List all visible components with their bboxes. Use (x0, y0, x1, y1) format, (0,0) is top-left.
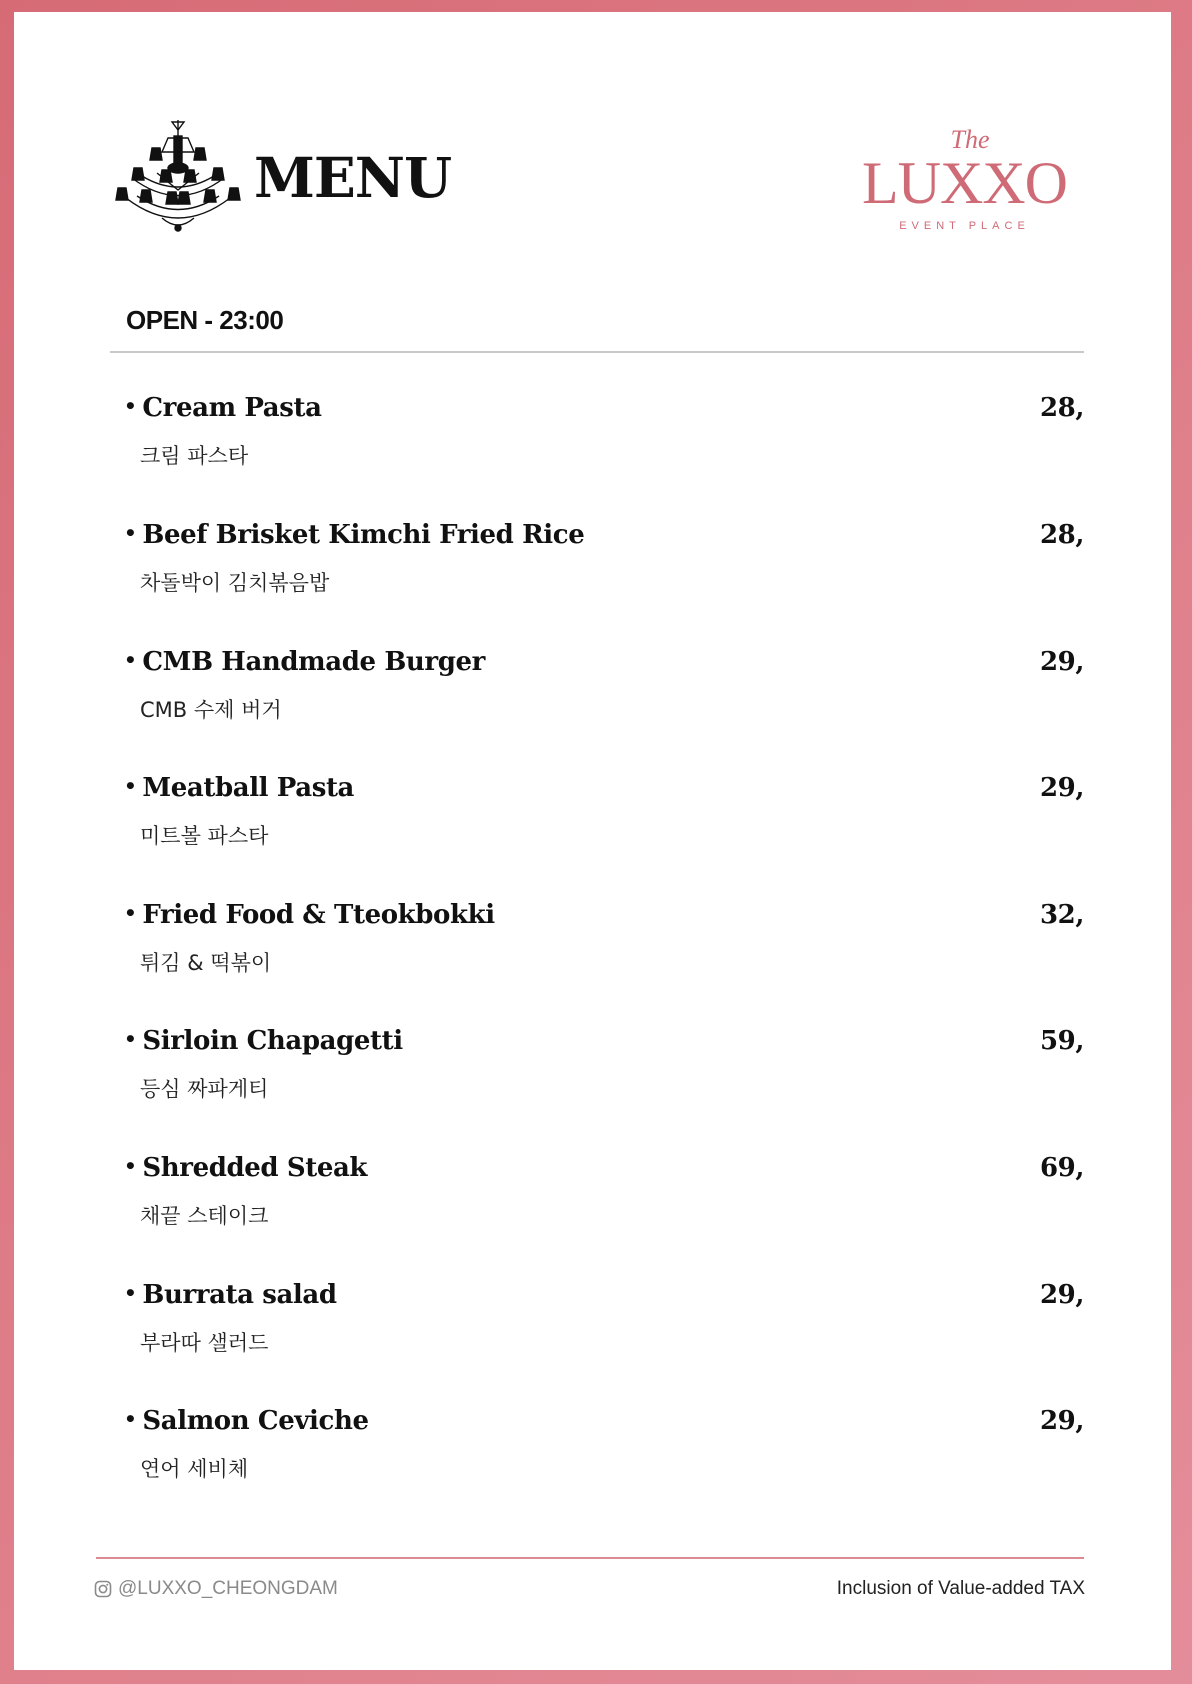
opening-hours: OPEN - 23:00 (126, 305, 284, 335)
page-title: MENU (254, 145, 452, 210)
menu-item-name: • Sirloin Chapagetti (124, 1026, 403, 1056)
logo-tagline: EVENT PLACE (899, 220, 1030, 232)
menu-item-price: 29, (1039, 647, 1084, 677)
menu-item-price: 29, (1039, 1280, 1084, 1310)
menu-item-name: • Salmon Ceviche (124, 1406, 369, 1436)
menu-item-korean: 미트볼 파스타 (140, 824, 269, 848)
menu-item-name: • Meatball Pasta (124, 773, 354, 803)
menu-item-name: • Beef Brisket Kimchi Fried Rice (124, 520, 585, 550)
menu-item-korean: 연어 세비체 (140, 1457, 249, 1481)
menu-item-name: • Fried Food & Tteokbokki (124, 900, 495, 930)
instagram-handle-text: @LUXXO_CHEONGDAM (118, 1578, 338, 1599)
menu-item-korean: 채끝 스테이크 (140, 1204, 269, 1228)
logo-the-script: The (950, 125, 990, 154)
menu-item (124, 773, 1084, 873)
menu-item-korean: 크림 파스타 (140, 444, 249, 468)
menu-item-name: • Burrata salad (124, 1280, 337, 1310)
footer-divider (96, 1557, 1084, 1559)
menu-item-korean: 부라따 샐러드 (140, 1331, 269, 1355)
menu-item-name: • CMB Handmade Burger (124, 647, 485, 677)
tax-note: Inclusion of Value-added TAX (836, 1578, 1085, 1599)
chandelier-icon (112, 118, 244, 236)
menu-item (124, 1153, 1084, 1253)
menu-item-price: 29, (1039, 773, 1084, 803)
menu-item (124, 647, 1084, 747)
instagram-icon (94, 1580, 112, 1598)
menu-item-korean: 차돌박이 김치볶음밥 (140, 571, 330, 595)
menu-item-price: 32, (1039, 900, 1084, 930)
menu-item (124, 900, 1084, 1000)
menu-item-korean: 튀김 & 떡볶이 (140, 951, 272, 975)
menu-item (124, 393, 1084, 493)
menu-item-korean: CMB 수제 버거 (140, 698, 282, 722)
menu-item-price: 69, (1039, 1153, 1084, 1183)
luxxo-logo (842, 125, 1087, 235)
logo-wordmark: LUXXO (862, 150, 1067, 216)
menu-item-name: • Shredded Steak (124, 1153, 368, 1183)
menu-item (124, 1026, 1084, 1126)
menu-item-name: • Cream Pasta (124, 393, 322, 423)
menu-item (124, 520, 1084, 620)
header-divider (110, 351, 1084, 353)
menu-item-price: 28, (1039, 520, 1084, 550)
menu-item-price: 29, (1039, 1406, 1084, 1436)
menu-item-price: 59, (1039, 1026, 1084, 1056)
instagram-handle[interactable] (94, 1578, 338, 1600)
menu-item-price: 28, (1039, 393, 1084, 423)
menu-item-korean: 등심 짜파게티 (140, 1077, 269, 1101)
menu-item (124, 1406, 1084, 1506)
menu-item (124, 1280, 1084, 1380)
